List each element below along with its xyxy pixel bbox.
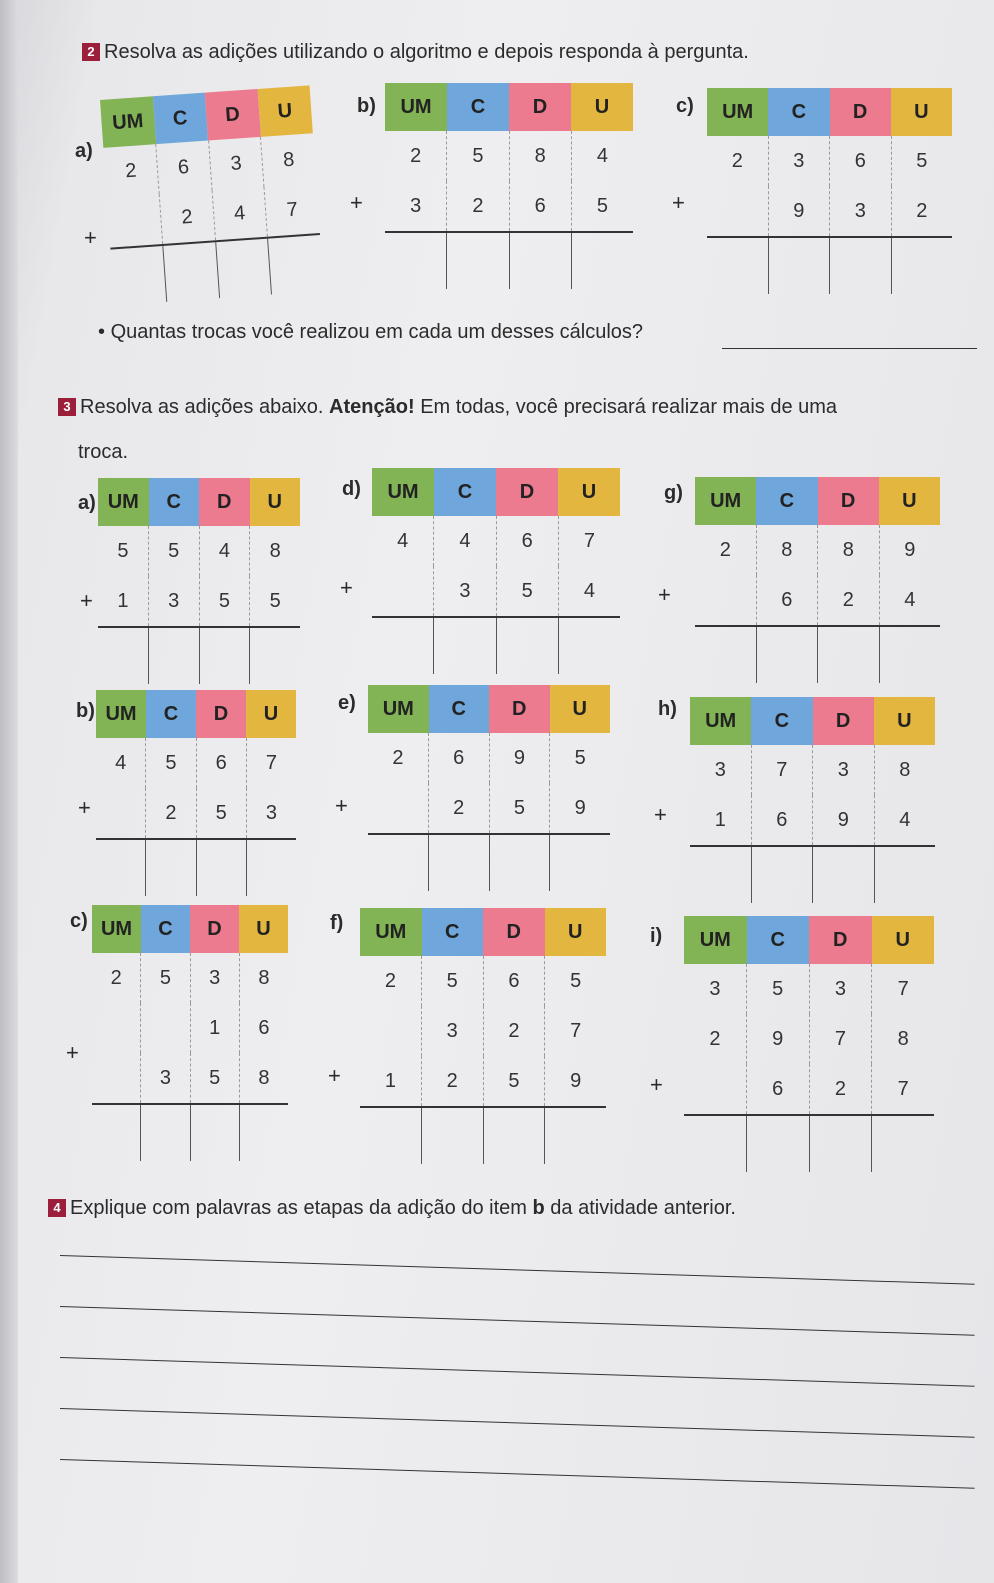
plus-sign: + (658, 582, 671, 607)
digit-cell: 3 (190, 953, 239, 1003)
answer-row[interactable] (695, 627, 940, 683)
header-um: UM (92, 905, 141, 953)
addend-row (92, 1003, 288, 1053)
answer-cell[interactable] (96, 840, 145, 896)
digit-cell: 1 (384, 1069, 396, 1092)
column-headers (96, 690, 296, 738)
answer-cell[interactable] (756, 627, 818, 683)
digit-cell: 2 (124, 159, 138, 182)
digit-cell: 7 (871, 1064, 934, 1114)
answer-cell[interactable] (558, 618, 620, 674)
digit-cell: 5 (746, 964, 809, 1014)
digit-cell: 5 (544, 956, 606, 1006)
ex3-label-e: e) (338, 692, 356, 714)
ex3-problem-h (690, 697, 935, 903)
header-u: U (571, 83, 633, 131)
answer-cell[interactable] (199, 628, 250, 684)
answer-row[interactable] (98, 628, 300, 684)
digit-cell: 6 (746, 1064, 809, 1114)
header-u: U (879, 477, 940, 525)
header-d: D (483, 908, 545, 956)
addend-row (707, 186, 952, 238)
digit-cell: 4 (571, 131, 633, 181)
column-headers (690, 697, 935, 745)
ex3-label-c: c) (70, 910, 88, 932)
digit-cell: 7 (544, 1006, 606, 1056)
answer-row[interactable] (360, 1108, 606, 1164)
answer-cell[interactable] (509, 233, 571, 289)
answer-cell[interactable] (360, 1108, 421, 1164)
digit-cell: 7 (809, 1014, 872, 1064)
digit-cell: 3 (410, 194, 422, 217)
answer-row[interactable] (385, 233, 633, 289)
plus-sign: + (672, 190, 685, 215)
digit-cell: 4 (115, 751, 127, 774)
answer-line[interactable] (722, 348, 977, 349)
plus-sign: + (350, 190, 363, 215)
header-um: UM (98, 478, 149, 526)
addend-row (368, 733, 610, 783)
addend-row (98, 526, 300, 576)
answer-row[interactable] (372, 618, 620, 674)
digit-cell: 7 (264, 183, 320, 237)
digit-cell: 2 (809, 1064, 872, 1114)
header-u: U (558, 468, 620, 516)
digit-cell (92, 1053, 140, 1103)
header-c: C (146, 690, 196, 738)
digit-cell: 9 (768, 186, 830, 236)
header-u: U (545, 908, 607, 956)
addend-row (372, 566, 620, 618)
digit-cell: 7 (871, 964, 934, 1014)
digit-cell (707, 186, 768, 236)
header-c: C (149, 478, 200, 526)
plus-sign: + (80, 588, 93, 613)
header-c: C (756, 477, 817, 525)
digit-cell: 8 (509, 131, 571, 181)
digit-cell: 2 (421, 1056, 483, 1106)
addend-row (385, 131, 633, 181)
digit-cell: 8 (249, 526, 300, 576)
addend-row (98, 576, 300, 628)
header-c: C (422, 908, 484, 956)
digit-cell: 3 (829, 186, 891, 236)
addend-row (385, 181, 633, 233)
header-um: UM (368, 685, 429, 733)
ex2-problem-a (100, 85, 324, 305)
ex3-label-f: f) (330, 912, 344, 934)
header-d: D (489, 685, 550, 733)
book-spine (0, 0, 18, 1583)
digit-cell: 3 (709, 977, 721, 1000)
digit-cell: 6 (155, 141, 211, 195)
digit-cell: 2 (446, 181, 508, 231)
answer-cell[interactable] (809, 1116, 872, 1172)
answer-cell[interactable] (148, 628, 199, 684)
column-headers (92, 905, 288, 953)
header-u: U (550, 685, 611, 733)
digit-cell: 6 (751, 795, 813, 845)
header-d: D (818, 477, 879, 525)
digit-cell: 5 (196, 788, 246, 838)
column-headers (684, 916, 934, 964)
digit-cell: 2 (392, 746, 404, 769)
ex2-question: • Quantas trocas você realizou em cada um desses cálculos? (98, 321, 644, 343)
digit-cell: 8 (260, 133, 316, 187)
header-c: C (152, 93, 208, 145)
answer-cell[interactable] (707, 238, 768, 294)
answer-cell[interactable] (544, 1108, 606, 1164)
digit-cell: 6 (428, 733, 489, 783)
answer-cell[interactable] (368, 835, 428, 891)
ex3-problem-e (368, 685, 610, 891)
ex3-problem-g (695, 477, 940, 683)
digit-cell: 8 (756, 525, 818, 575)
digit-cell: 5 (249, 576, 300, 626)
digit-cell: 1 (190, 1003, 239, 1053)
digit-cell: 5 (140, 953, 189, 1003)
digit-cell: 6 (496, 516, 558, 566)
digit-cell: 2 (145, 788, 195, 838)
header-um: UM (96, 690, 146, 738)
header-d: D (509, 83, 571, 131)
ex4-instruction: 4 Explique com palavras as etapas da adição do item b da atividade anterior. (48, 1196, 736, 1220)
addend-row (92, 1053, 288, 1105)
header-d: D (199, 478, 250, 526)
answer-cell[interactable] (489, 835, 550, 891)
header-c: C (434, 468, 496, 516)
digit-cell: 1 (714, 808, 726, 831)
digit-cell: 5 (446, 131, 508, 181)
plus-sign: + (340, 575, 353, 600)
digit-cell: 2 (384, 969, 396, 992)
answer-cell[interactable] (690, 847, 751, 903)
digit-cell: 5 (145, 738, 195, 788)
answer-cell[interactable] (871, 1116, 934, 1172)
answer-row[interactable] (368, 835, 610, 891)
answer-cell[interactable] (140, 1105, 189, 1161)
ex3-label-d: d) (342, 478, 361, 500)
digit-cell: 2 (709, 1027, 721, 1050)
answer-cell[interactable] (746, 1116, 809, 1172)
answer-row[interactable] (690, 847, 935, 903)
digit-cell: 3 (246, 788, 296, 838)
digit-cell (695, 575, 756, 625)
digit-cell: 6 (239, 1003, 288, 1053)
addend-row (684, 1014, 934, 1064)
ex3-label-b: b) (76, 700, 95, 722)
header-c: C (429, 685, 490, 733)
answer-cell[interactable] (92, 1105, 140, 1161)
answer-cell[interactable] (190, 1105, 239, 1161)
ex3-label-h: h) (658, 698, 677, 720)
addend-row (96, 738, 296, 788)
digit-cell: 6 (756, 575, 818, 625)
header-um: UM (100, 96, 156, 148)
ex3-label-a: a) (78, 492, 96, 514)
answer-cell[interactable] (110, 246, 166, 305)
answer-cell[interactable] (239, 1105, 288, 1161)
column-headers (368, 685, 610, 733)
answer-cell[interactable] (215, 239, 272, 299)
digit-cell: 4 (397, 529, 409, 552)
digit-cell: 4 (879, 575, 941, 625)
answer-cell[interactable] (428, 835, 489, 891)
digit-cell: 6 (509, 181, 571, 231)
digit-cell: 4 (433, 516, 495, 566)
addend-row (690, 745, 935, 795)
ex3-problem-f (360, 908, 606, 1164)
digit-cell: 5 (190, 1053, 239, 1103)
digit-cell: 5 (421, 956, 483, 1006)
answer-cell[interactable] (879, 627, 941, 683)
digit-cell: 2 (891, 186, 953, 236)
column-headers (707, 88, 952, 136)
header-c: C (141, 905, 190, 953)
ex3-instruction: 3 Resolva as adições abaixo. Atenção! Em todas, você precisará realizar mais de uma (58, 395, 837, 419)
header-u: U (250, 478, 301, 526)
addend-row (690, 795, 935, 847)
digit-cell: 3 (421, 1006, 483, 1056)
digit-cell: 7 (558, 516, 620, 566)
column-headers (98, 478, 300, 526)
plus-sign: + (84, 225, 97, 250)
header-um: UM (695, 477, 756, 525)
header-d: D (196, 690, 246, 738)
digit-cell: 9 (812, 795, 874, 845)
answer-cell[interactable] (98, 628, 148, 684)
answer-cell[interactable] (496, 618, 558, 674)
digit-cell: 5 (549, 733, 610, 783)
digit-cell: 3 (809, 964, 872, 1014)
addend-row (372, 516, 620, 566)
header-u: U (874, 697, 935, 745)
header-d: D (496, 468, 558, 516)
header-c: C (751, 697, 812, 745)
ex2-number: 2 (82, 43, 100, 61)
digit-cell: 2 (158, 190, 214, 244)
ex3-problem-d (372, 468, 620, 674)
digit-cell: 5 (199, 576, 250, 626)
digit-cell: 5 (496, 566, 558, 616)
plus-sign: + (654, 802, 667, 827)
digit-cell: 8 (239, 953, 288, 1003)
answer-cell[interactable] (483, 1108, 545, 1164)
header-u: U (257, 85, 313, 137)
header-c: C (447, 83, 509, 131)
answer-row[interactable] (707, 238, 952, 294)
digit-cell: 2 (731, 149, 743, 172)
digit-cell: 8 (874, 745, 936, 795)
answer-cell[interactable] (812, 847, 874, 903)
ex3-problem-a (98, 478, 300, 684)
header-d: D (190, 905, 239, 953)
answer-row[interactable] (92, 1105, 288, 1161)
digit-cell: 2 (719, 538, 731, 561)
digit-cell: 9 (879, 525, 941, 575)
digit-cell: 8 (239, 1053, 288, 1103)
plus-sign: + (335, 793, 348, 818)
answer-cell[interactable] (829, 238, 891, 294)
digit-cell: 3 (714, 758, 726, 781)
digit-cell: 2 (428, 783, 489, 833)
digit-cell: 6 (829, 136, 891, 186)
answer-cell[interactable] (695, 627, 756, 683)
header-u: U (246, 690, 296, 738)
header-d: D (205, 89, 261, 141)
digit-cell: 3 (433, 566, 495, 616)
header-um: UM (707, 88, 768, 136)
digit-cell: 3 (768, 136, 830, 186)
header-c: C (768, 88, 829, 136)
addend-row (695, 525, 940, 575)
header-um: UM (690, 697, 751, 745)
header-um: UM (385, 83, 447, 131)
answer-cell[interactable] (446, 233, 508, 289)
header-um: UM (684, 916, 747, 964)
answer-cell[interactable] (421, 1108, 483, 1164)
digit-cell: 5 (117, 539, 129, 562)
answer-cell[interactable] (817, 627, 879, 683)
column-headers (695, 477, 940, 525)
addend-row (92, 953, 288, 1003)
addend-row (707, 136, 952, 186)
digit-cell (107, 194, 162, 247)
digit-cell: 6 (483, 956, 545, 1006)
answer-cell[interactable] (874, 847, 936, 903)
answer-cell[interactable] (684, 1116, 746, 1172)
answer-cell[interactable] (549, 835, 610, 891)
ex3-instruction-line2: troca. (78, 441, 129, 463)
header-d: D (813, 697, 874, 745)
digit-cell: 8 (817, 525, 879, 575)
digit-cell: 3 (148, 576, 199, 626)
answer-cell[interactable] (768, 238, 830, 294)
answer-cell[interactable] (372, 618, 433, 674)
answer-cell[interactable] (246, 840, 296, 896)
digit-cell: 3 (140, 1053, 189, 1103)
addend-row (360, 956, 606, 1006)
plus-sign: + (650, 1072, 663, 1097)
digit-cell (684, 1064, 746, 1114)
digit-cell (372, 566, 433, 616)
digit-cell (360, 1006, 421, 1056)
answer-cell[interactable] (267, 235, 324, 295)
ex3-problem-c (92, 905, 288, 1161)
addend-row (695, 575, 940, 627)
digit-cell: 9 (544, 1056, 606, 1106)
addend-row (684, 964, 934, 1014)
addend-row (360, 1056, 606, 1108)
header-um: UM (372, 468, 434, 516)
digit-cell: 5 (571, 181, 633, 231)
plus-sign: + (78, 795, 91, 820)
digit-cell: 9 (549, 783, 610, 833)
digit-cell: 5 (489, 783, 550, 833)
digit-cell: 2 (410, 144, 422, 167)
digit-cell (140, 1003, 189, 1053)
column-headers (372, 468, 620, 516)
answer-cell[interactable] (891, 238, 953, 294)
digit-cell: 2 (483, 1006, 545, 1056)
digit-cell: 9 (746, 1014, 809, 1064)
digit-cell: 4 (211, 187, 267, 241)
header-d: D (830, 88, 891, 136)
digit-cell (368, 783, 428, 833)
answer-row[interactable] (684, 1116, 934, 1172)
ex2-label-c: c) (676, 95, 694, 117)
digit-cell: 4 (199, 526, 250, 576)
ex3-number: 3 (58, 398, 76, 416)
plus-sign: + (328, 1063, 341, 1088)
header-u: U (872, 916, 935, 964)
digit-cell: 5 (891, 136, 953, 186)
header-d: D (809, 916, 872, 964)
ex3-problem-i (684, 916, 934, 1172)
ex2-problem-c (707, 88, 952, 294)
addend-row (368, 783, 610, 835)
digit-cell: 2 (110, 966, 122, 989)
answer-cell[interactable] (145, 840, 195, 896)
addend-row (684, 1064, 934, 1116)
answer-cell[interactable] (571, 233, 633, 289)
digit-cell (96, 788, 145, 838)
answer-cell[interactable] (751, 847, 813, 903)
ex2-label-a: a) (75, 140, 93, 162)
answer-cell[interactable] (433, 618, 495, 674)
answer-row[interactable] (96, 840, 296, 896)
ex3-problem-b (96, 690, 296, 896)
digit-cell: 3 (208, 137, 264, 191)
plus-sign: + (66, 1040, 79, 1065)
digit-cell: 6 (196, 738, 246, 788)
ex4-number: 4 (48, 1199, 66, 1217)
answer-cell[interactable] (162, 242, 219, 302)
header-um: UM (360, 908, 422, 956)
digit-cell: 3 (812, 745, 874, 795)
ex2-label-b: b) (357, 95, 376, 117)
column-headers (360, 908, 606, 956)
ex2-instruction: 2 Resolva as adições utilizando o algoritmo e depois responda à pergunta. (82, 40, 749, 64)
digit-cell: 4 (874, 795, 936, 845)
answer-cell[interactable] (196, 840, 246, 896)
ex2-problem-b (385, 83, 633, 289)
digit-cell: 7 (751, 745, 813, 795)
digit-cell (92, 1003, 140, 1053)
header-u: U (891, 88, 952, 136)
header-u: U (239, 905, 288, 953)
answer-cell[interactable] (249, 628, 300, 684)
digit-cell: 1 (117, 589, 129, 612)
ex3-label-i: i) (650, 925, 663, 947)
digit-cell: 7 (246, 738, 296, 788)
digit-cell: 8 (871, 1014, 934, 1064)
header-c: C (747, 916, 810, 964)
answer-cell[interactable] (385, 233, 446, 289)
addend-row (360, 1006, 606, 1056)
column-headers (385, 83, 633, 131)
digit-cell: 9 (489, 733, 550, 783)
addend-row (96, 788, 296, 840)
ex3-label-g: g) (664, 482, 683, 504)
digit-cell: 4 (558, 566, 620, 616)
digit-cell: 5 (483, 1056, 545, 1106)
digit-cell: 2 (817, 575, 879, 625)
digit-cell: 5 (148, 526, 199, 576)
